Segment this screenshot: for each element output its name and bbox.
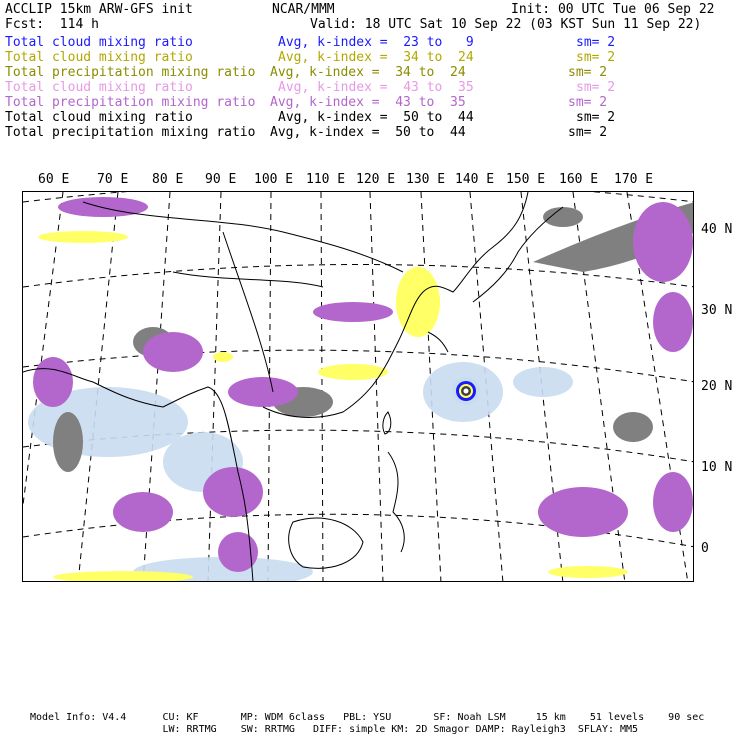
legend-field: Total precipitation mixing ratio [5, 125, 256, 140]
lat-label: 0 [701, 541, 709, 556]
philippines-outline [388, 452, 404, 552]
lon-label: 80 E [152, 172, 184, 187]
model-title: ACCLIP 15km ARW-GFS init [5, 2, 193, 17]
lon-label: 130 E [406, 172, 446, 187]
borders [83, 202, 403, 392]
legend-avg: Avg, k-index = 43 to 35 [270, 95, 466, 110]
lat-label: 40 N [701, 222, 733, 237]
meridian-line [78, 192, 118, 582]
legend-field: Total cloud mixing ratio [5, 35, 193, 50]
legend-avg: Avg, k-index = 34 to 24 [270, 65, 466, 80]
legend-sm: sm= 2 [568, 95, 608, 110]
legend-field: Total cloud mixing ratio [5, 110, 193, 125]
lon-label: 120 E [356, 172, 396, 187]
lon-label: 110 E [306, 172, 346, 187]
lon-label: 60 E [38, 172, 70, 187]
lon-label: 150 E [506, 172, 546, 187]
lat-label: 10 N [701, 460, 733, 475]
typhoon-marker [452, 377, 480, 405]
borneo-outline [289, 518, 363, 568]
legend-avg: Avg, k-index = 50 to 44 [278, 110, 474, 125]
map-panel [22, 191, 694, 582]
map-canvas [23, 192, 694, 582]
lon-label: 140 E [455, 172, 495, 187]
legend-field: Total precipitation mixing ratio [5, 65, 256, 80]
init-time: Init: 00 UTC Tue 06 Sep 22 [511, 2, 715, 17]
legend-field: Total cloud mixing ratio [5, 50, 193, 65]
legend-avg: Avg, k-index = 34 to 24 [278, 50, 474, 65]
meridian-line [208, 192, 221, 582]
lon-label: 100 E [254, 172, 294, 187]
model-info-line-1: Model Info: V4.4 CU: KF MP: WDM 6class PBL: YSU SF: Noah LSM 15 km 51 levels 90 sec [30, 712, 705, 723]
lat-label: 20 N [701, 379, 733, 394]
lat-label: 30 N [701, 303, 733, 318]
org-label: NCAR/MMM [272, 2, 335, 17]
legend-field: Total cloud mixing ratio [5, 80, 193, 95]
lon-label: 70 E [97, 172, 129, 187]
legend-avg: Avg, k-index = 43 to 35 [278, 80, 474, 95]
korea-japan-coastline [428, 207, 563, 352]
lon-label: 90 E [205, 172, 237, 187]
model-info-line-2: LW: RRTMG SW: RRTMG DIFF: simple KM: 2D Smagor DAMP: Rayleigh3 SFLAY: MM5 [30, 724, 639, 735]
taiwan-outline [383, 412, 391, 434]
legend-sm: sm= 2 [568, 65, 608, 80]
legend-sm: sm= 2 [576, 110, 616, 125]
legend-avg: Avg, k-index = 50 to 44 [270, 125, 466, 140]
legend-sm: sm= 2 [576, 35, 616, 50]
legend-field: Total precipitation mixing ratio [5, 95, 256, 110]
legend-avg: Avg, k-index = 23 to 9 [278, 35, 474, 50]
meridian-line [321, 192, 323, 582]
forecast-hour: Fcst: 114 h [5, 17, 99, 32]
meridian-line [370, 192, 383, 582]
legend-sm: sm= 2 [576, 50, 616, 65]
legend-sm: sm= 2 [576, 80, 616, 95]
lon-label: 170 E [614, 172, 654, 187]
legend-sm: sm= 2 [568, 125, 608, 140]
lon-label: 160 E [559, 172, 599, 187]
valid-time: Valid: 18 UTC Sat 10 Sep 22 (03 KST Sun 11 Sep 22) [310, 17, 702, 32]
